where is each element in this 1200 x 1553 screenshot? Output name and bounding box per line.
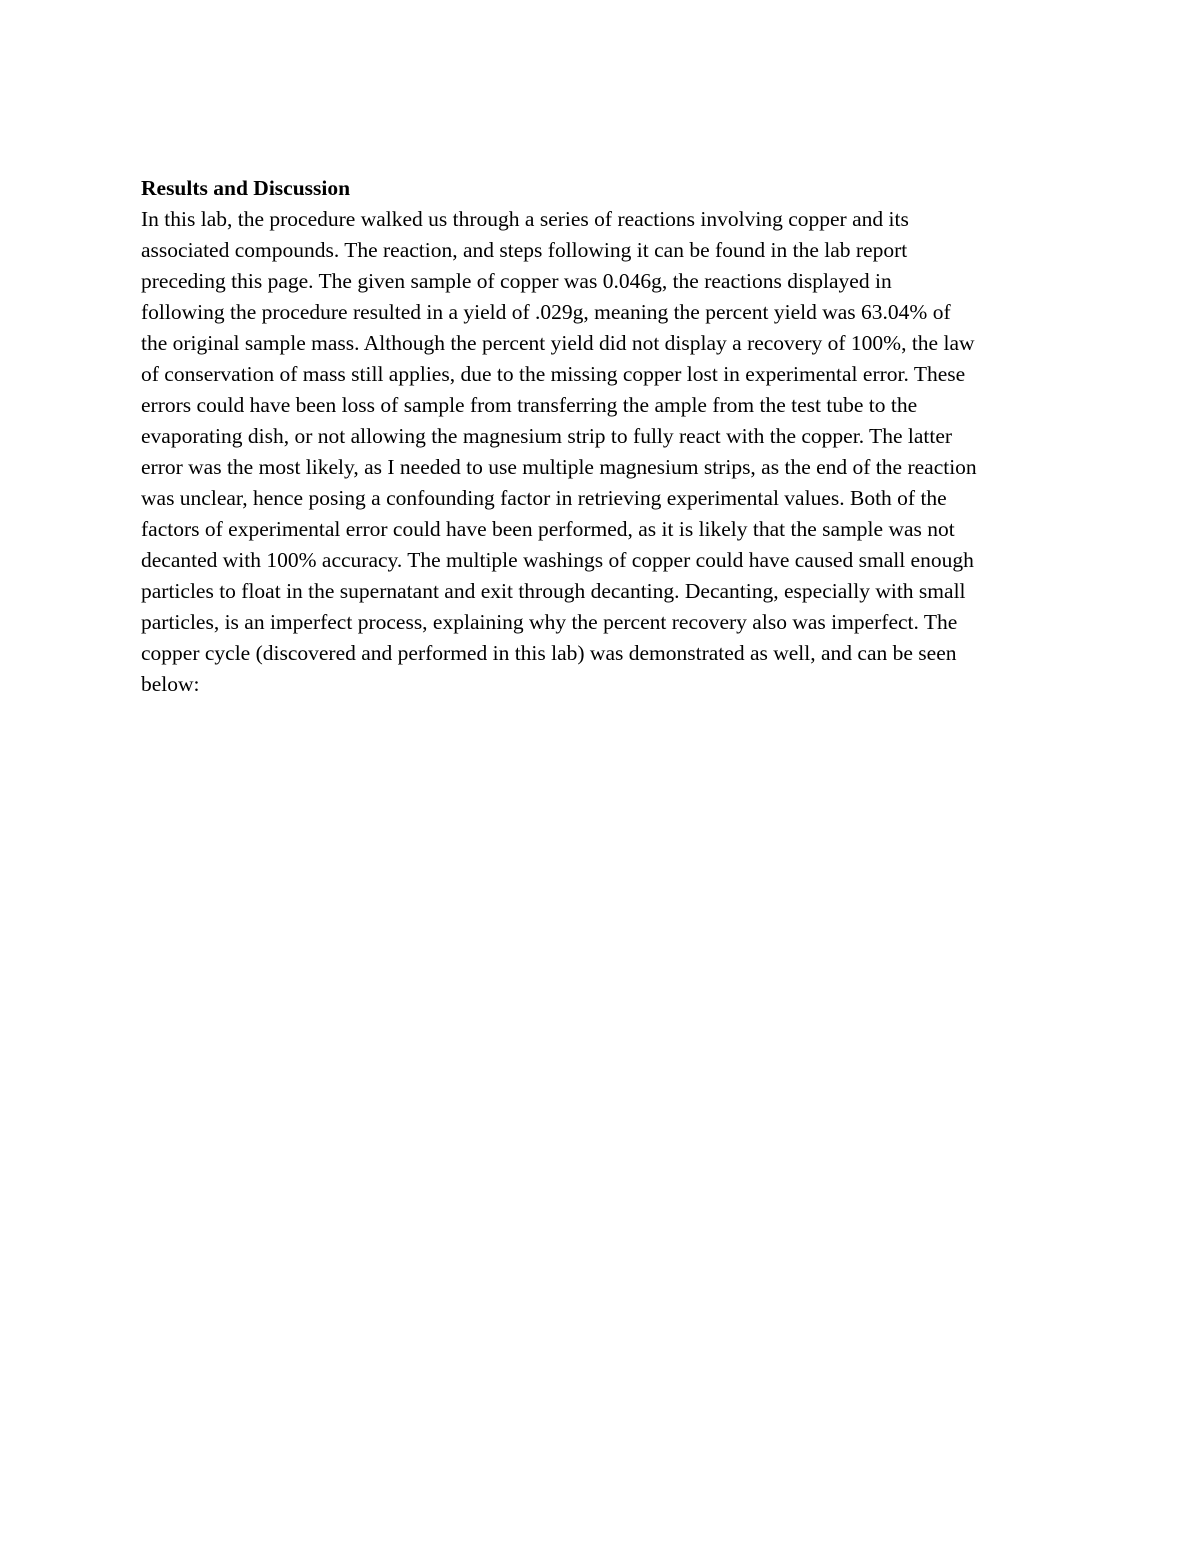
- text-line: error was the most likely, as I needed to use multiple magnesium strips, as the end of the reaction: [141, 455, 977, 479]
- text-line: following the procedure resulted in a yield of .029g, meaning the percent yield was 63.04% of: [141, 300, 951, 324]
- text-line: the original sample mass. Although the percent yield did not display a recovery of 100%, the law: [141, 331, 975, 355]
- section-heading: Results and Discussion: [141, 176, 351, 200]
- text-line: In this lab, the procedure walked us through a series of reactions involving copper and its: [141, 207, 909, 231]
- text-line: evaporating dish, or not allowing the magnesium strip to fully react with the copper. The latter: [141, 424, 953, 448]
- text-line: particles, is an imperfect process, explaining why the percent recovery also was imperfect. The: [141, 610, 958, 634]
- text-line: of conservation of mass still applies, due to the missing copper lost in experimental error. These: [141, 362, 966, 386]
- document-body: [141, 173, 1061, 700]
- body-paragraph: [141, 204, 1061, 700]
- text-line: copper cycle (discovered and performed in this lab) was demonstrated as well, and can be seen: [141, 641, 957, 665]
- text-line: was unclear, hence posing a confounding factor in retrieving experimental values. Both of the: [141, 486, 947, 510]
- text-line: factors of experimental error could have been performed, as it is likely that the sample was not: [141, 517, 955, 541]
- text-line: particles to float in the supernatant and exit through decanting. Decanting, especially with small: [141, 579, 966, 603]
- text-line: below:: [141, 672, 200, 696]
- text-line: associated compounds. The reaction, and steps following it can be found in the lab report: [141, 238, 908, 262]
- text-line: decanted with 100% accuracy. The multiple washings of copper could have caused small enough: [141, 548, 974, 572]
- text-line: preceding this page. The given sample of copper was 0.046g, the reactions displayed in: [141, 269, 892, 293]
- text-line: errors could have been loss of sample from transferring the ample from the test tube to the: [141, 393, 918, 417]
